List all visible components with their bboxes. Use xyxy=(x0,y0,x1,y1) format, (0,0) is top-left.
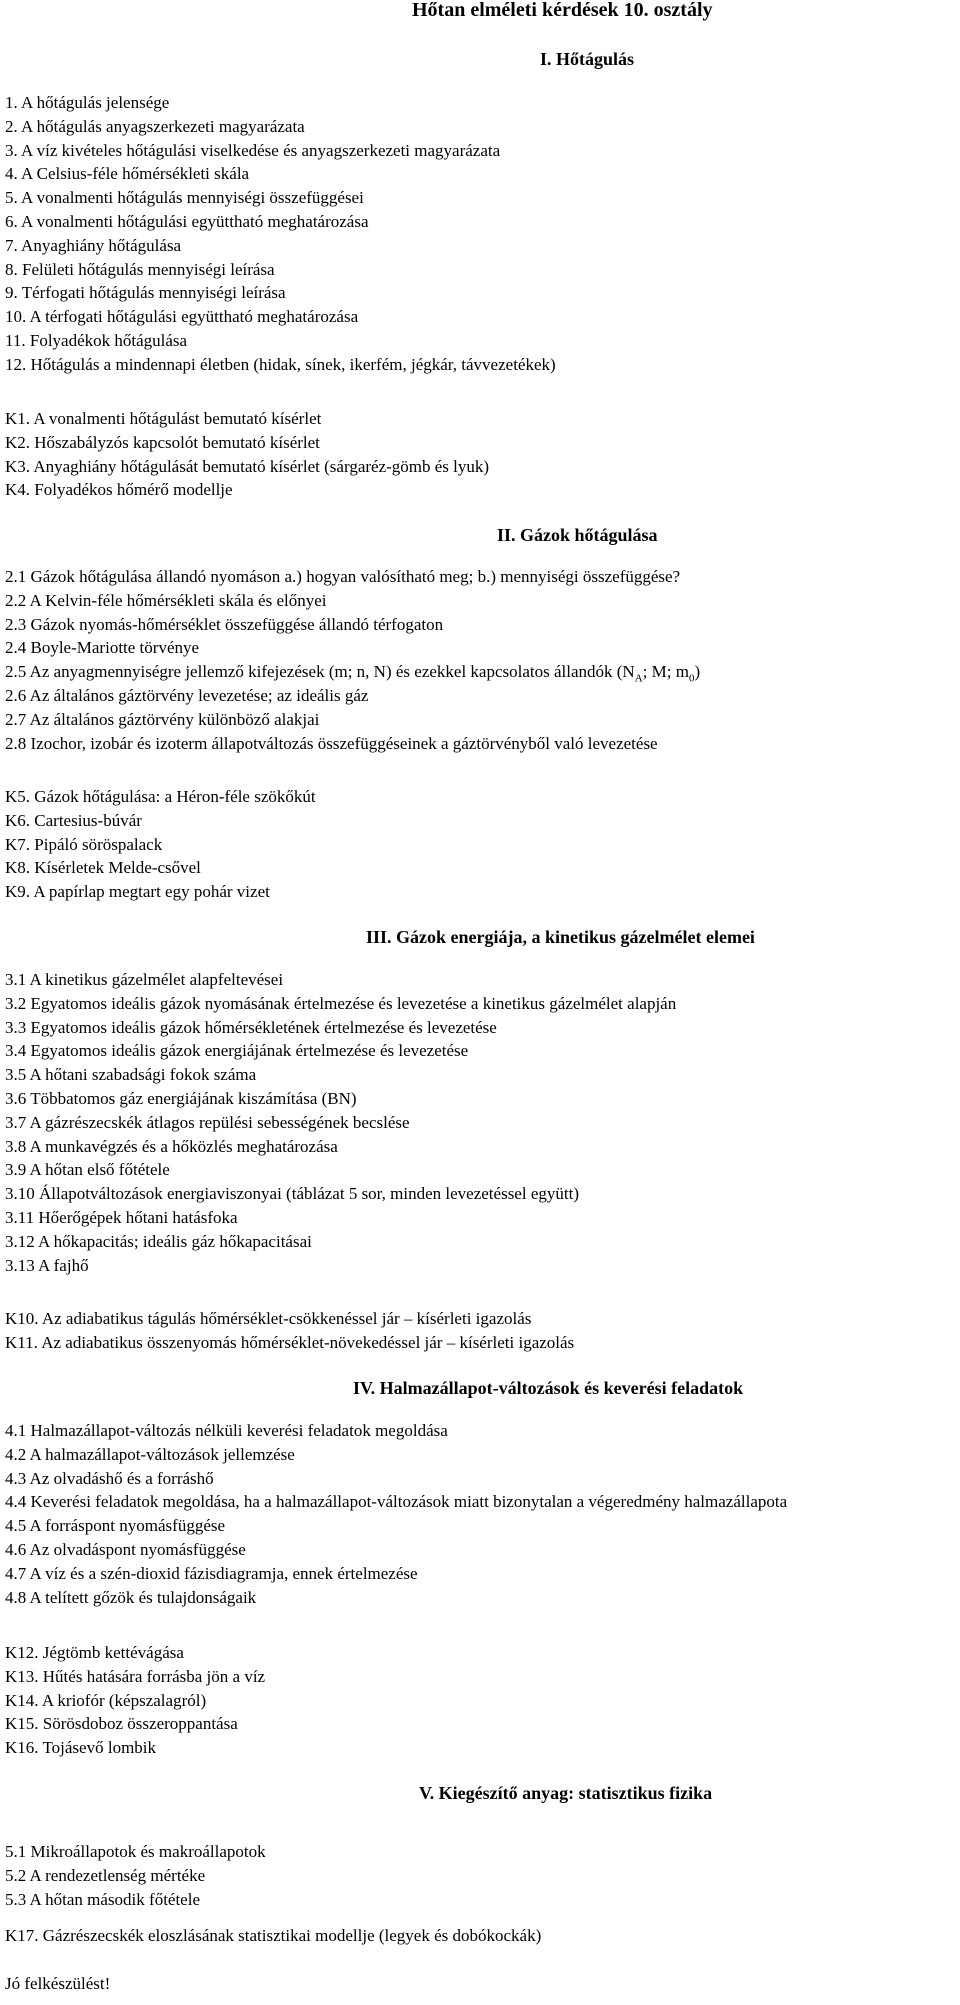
topic-item: 11. Folyadékok hőtágulása xyxy=(5,330,188,350)
topic-item: 4.8 A telített gőzök és tulajdonságaik xyxy=(5,1587,257,1607)
experiment-item: K16. Tojásevő lombik xyxy=(5,1738,157,1758)
topic-text: 2.5 Az anyagmennyiségre jellemző kifejezések (m; n, N) és ezekkel kapcsolatos állandók (N xyxy=(5,662,635,682)
topic-item xyxy=(5,660,700,684)
topic-item: 4.4 Keverési feladatok megoldása, ha a halmazállapot-változások miatt bizonytalan a végeredmény halmazállapota xyxy=(5,1492,788,1512)
topic-text: ; M; m xyxy=(642,662,689,682)
topic-item: 9. Térfogati hőtágulás mennyiségi leírása xyxy=(5,283,286,303)
section-4-topics xyxy=(5,1419,787,1609)
topic-item: 5. A vonalmenti hőtágulás mennyiségi összefüggései xyxy=(5,188,364,208)
topic-item: 3.6 Többatomos gáz energiájának kiszámítása (BN) xyxy=(5,1088,357,1108)
section-5-experiments xyxy=(5,1924,541,1948)
document-title: Hőtan elméleti kérdések 10. osztály xyxy=(412,0,713,21)
section-heading-2: II. Gázok hőtágulása xyxy=(497,525,658,545)
experiment-item: K9. A papírlap megtart egy pohár vizet xyxy=(5,882,270,902)
topic-item: 4.1 Halmazállapot-változás nélküli keverési feladatok megoldása xyxy=(5,1421,448,1440)
experiment-item: K4. Folyadékos hőmérő modellje xyxy=(5,480,233,500)
topic-item: 3.1 A kinetikus gázelmélet alapfeltevései xyxy=(5,970,284,989)
topic-item: 2.2 A Kelvin-féle hőmérsékleti skála és előnyei xyxy=(5,590,327,610)
section-4-experiments xyxy=(5,1641,265,1760)
topic-item: 10. A térfogati hőtágulási együttható meghatározása xyxy=(5,307,359,327)
section-5-topics xyxy=(5,1840,266,1911)
topic-item: 4.2 A halmazállapot-változások jellemzése xyxy=(5,1444,295,1464)
topic-item: 2.3 Gázok nyomás-hőmérséklet összefüggése állandó térfogaton xyxy=(5,614,444,634)
topic-text: ) xyxy=(694,662,701,682)
section-3-experiments xyxy=(5,1307,574,1355)
experiment-item: K11. Az adiabatikus összenyomás hőmérséklet-növekedéssel jár – kísérleti igazolás xyxy=(5,1332,575,1352)
section-1-experiments xyxy=(5,407,489,502)
section-3-topics xyxy=(5,968,676,1277)
section-heading-5: V. Kiegészítő anyag: statisztikus fizika xyxy=(419,1783,713,1803)
topic-item: 3.2 Egyatomos ideális gázok nyomásának értelmezése és levezetése a kinetikus gázelmélet alapján xyxy=(5,993,677,1013)
topic-item: 3.13 A fajhő xyxy=(5,1255,89,1275)
topic-item: 2.6 Az általános gáztörvény levezetése; az ideális gáz xyxy=(5,685,369,705)
topic-item: 2.8 Izochor, izobár és izoterm állapotváltozás összefüggéseinek a gáztörvényből való levezetése xyxy=(5,733,658,753)
topic-item: 3.7 A gázrészecskék átlagos repülési sebességének becslése xyxy=(5,1112,410,1132)
topic-item: 5.2 A rendezetlenség mértéke xyxy=(5,1865,206,1885)
experiment-item: K10. Az adiabatikus tágulás hőmérséklet-csökkenéssel jár – kísérleti igazolás xyxy=(5,1309,532,1328)
topic-item: 3. A víz kivételes hőtágulási viselkedése és anyagszerkezeti magyarázata xyxy=(5,140,501,160)
subscript: 0 xyxy=(688,672,695,685)
topic-item: 4.5 A forráspont nyomásfüggése xyxy=(5,1516,226,1536)
experiment-item: K12. Jégtömb kettévágása xyxy=(5,1643,184,1662)
experiment-item: K1. A vonalmenti hőtágulást bemutató kísérlet xyxy=(5,409,322,428)
experiment-item: K13. Hűtés hatására forrásba jön a víz xyxy=(5,1666,266,1686)
experiment-item: K15. Sörösdoboz összeroppantása xyxy=(5,1714,238,1734)
topic-item: 4.6 Az olvadáspont nyomásfüggése xyxy=(5,1539,246,1559)
section-heading-3: III. Gázok energiája, a kinetikus gázelmélet elemei xyxy=(366,927,755,947)
section-2-experiments xyxy=(5,785,316,904)
topic-item: 5.1 Mikroállapotok és makroállapotok xyxy=(5,1842,266,1861)
section-heading-1: I. Hőtágulás xyxy=(540,49,635,69)
topic-item: 3.8 A munkavégzés és a hőközlés meghatározása xyxy=(5,1136,338,1156)
closing-note: Jó felkészülést! xyxy=(5,1974,111,1993)
topic-item: 2.1 Gázok hőtágulása állandó nyomáson a.) hogyan valósítható meg; b.) mennyiségi összefüggése? xyxy=(5,567,681,586)
topic-item: 1. A hőtágulás jelensége xyxy=(5,93,170,112)
topic-item: 8. Felületi hőtágulás mennyiségi leírása xyxy=(5,259,275,279)
topic-item: 3.3 Egyatomos ideális gázok hőmérsékletének értelmezése és levezetése xyxy=(5,1017,497,1037)
topic-item: 4.3 Az olvadáshő és a forráshő xyxy=(5,1468,214,1488)
topic-item: 12. Hőtágulás a mindennapi életben (hidak, sínek, ikerfém, jégkár, távvezetékek) xyxy=(5,354,556,374)
topic-item: 3.12 A hőkapacitás; ideális gáz hőkapacitásai xyxy=(5,1231,312,1251)
topic-item: 2. A hőtágulás anyagszerkezeti magyarázata xyxy=(5,116,305,136)
topic-item: 4.7 A víz és a szén-dioxid fázisdiagramja, ennek értelmezése xyxy=(5,1563,418,1583)
experiment-item: K14. A kriofór (képszalagról) xyxy=(5,1690,207,1710)
subscript: A xyxy=(634,672,643,685)
section-heading-4: IV. Halmazállapot-változások és keverési feladatok xyxy=(353,1378,744,1398)
experiment-item: K2. Hőszabályzós kapcsolót bemutató kísérlet xyxy=(5,432,320,452)
topic-item: 3.4 Egyatomos ideális gázok energiájának értelmezése és levezetése xyxy=(5,1041,469,1061)
section-2-topics xyxy=(5,565,700,755)
experiment-item: K3. Anyaghiány hőtágulását bemutató kísérlet (sárgaréz-gömb és lyuk) xyxy=(5,456,490,476)
section-1-topics xyxy=(5,91,556,377)
topic-item: 3.5 A hőtani szabadsági fokok száma xyxy=(5,1065,257,1085)
topic-item: 3.11 Hőerőgépek hőtani hatásfoka xyxy=(5,1207,238,1227)
experiment-item: K8. Kísérletek Melde-csővel xyxy=(5,858,201,878)
topic-item: 7. Anyaghiány hőtágulása xyxy=(5,235,182,255)
experiment-item: K5. Gázok hőtágulása: a Héron-féle szökőkút xyxy=(5,787,316,806)
experiment-item: K17. Gázrészecskék eloszlásának statisztikai modellje (legyek és dobókockák) xyxy=(5,1926,542,1945)
experiment-item: K6. Cartesius-búvár xyxy=(5,810,142,830)
topic-item: 3.9 A hőtan első főtétele xyxy=(5,1160,170,1180)
topic-item: 5.3 A hőtan második főtétele xyxy=(5,1889,200,1909)
topic-item: 2.7 Az általános gáztörvény különböző alakjai xyxy=(5,709,320,729)
topic-item: 3.10 Állapotváltozások energiaviszonyai (táblázat 5 sor, minden levezetéssel együtt) xyxy=(5,1184,579,1204)
topic-item: 4. A Celsius-féle hőmérsékleti skála xyxy=(5,164,250,184)
topic-item: 2.4 Boyle-Mariotte törvénye xyxy=(5,638,200,658)
topic-item: 6. A vonalmenti hőtágulási együttható meghatározása xyxy=(5,211,369,231)
experiment-item: K7. Pipáló söröspalack xyxy=(5,834,163,854)
